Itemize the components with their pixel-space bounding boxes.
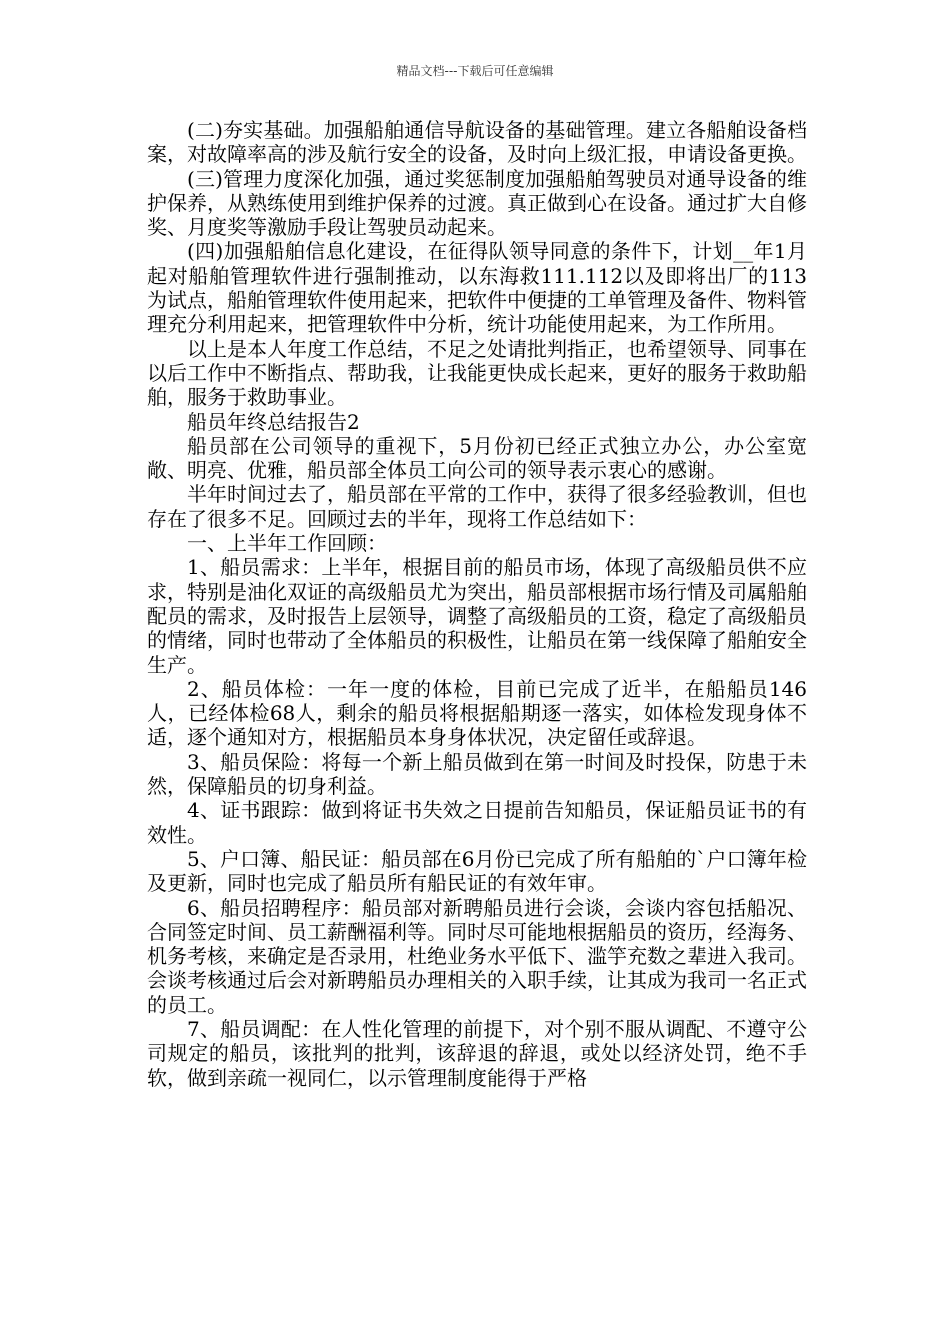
section-heading: 船员年终总结报告2	[187, 409, 360, 434]
paragraph: 6、船员招聘程序：船员部对新聘船员进行会谈，会谈内容包括船况、合同签定时间、员工薪酬福利等。同时尽可能地根据船员的资历，经海务、机务考核，来确定是否录用，杜绝业务水平低下、滥竽充数之辈进入我司。会谈考核通过后会对新聘船员办理相关的入职手续，让其成为我司一名正式的员工。	[147, 895, 807, 1017]
paragraph: (四)加强船舶信息化建设，在征得队领导同意的条件下，计划__年1月起对船舶管理软件进行强制推动，以东海救111.112以及即将出厂的113为试点，船舶管理软件使用起来，把软件中便捷的工单管理及备件、物料管理充分利用起来，把管理软件中分析，统计功能使用起来，为工作所用。	[147, 239, 807, 337]
subsection-heading: 一、上半年工作回顾：	[187, 531, 387, 556]
document-body	[147, 118, 807, 1090]
paragraph: 4、证书跟踪：做到将证书失效之日提前告知船员，保证船员证书的有效性。	[147, 798, 807, 847]
paragraph: 船员部在公司领导的重视下，5月份初已经正式独立办公，办公室宽敞、明亮、优雅，船员部全体员工向公司的领导表示衷心的感谢。	[147, 433, 807, 483]
page-header: 精品文档---下载后可任意编辑	[396, 64, 554, 78]
paragraph: (三)管理力度深化加强，通过奖惩制度加强船舶驾驶员对通导设备的维护保养，从熟练使用到维护保养的过渡。真正做到心在设备。通过扩大自修奖、月度奖等激励手段让驾驶员动起来。	[147, 166, 807, 240]
paragraph: 2、船员体检：一年一度的体检，目前已完成了近半，在船船员146人，已经体检68人，剩余的船员将根据船期逐一落实，如体检发现身体不适，逐个通知对方，根据船员本身身体状况，决定留任或辞退。	[147, 676, 807, 750]
paragraph: 以上是本人年度工作总结，不足之处请批判指正，也希望领导、同事在以后工作中不断指点、帮助我，让我能更快成长起来，更好的服务于救助船舶，服务于救助事业。	[147, 336, 807, 410]
paragraph: 1、船员需求：上半年，根据目前的船员市场，体现了高级船员供不应求，特别是油化双证的高级船员尤为突出，船员部根据市场行情及司属船舶配员的需求，及时报告上层领导，调整了高级船员的工资，稳定了高级船员的情绪，同时也带动了全体船员的积极性，让船员在第一线保障了船舶安全生产。	[147, 555, 807, 677]
paragraph: 5、户口簿、船民证：船员部在6月份已完成了所有船舶的`户口簿年检及更新，同时也完成了船员所有船民证的有效年审。	[147, 846, 807, 896]
paragraph: 3、船员保险：将每一个新上船员做到在第一时间及时投保，防患于未然，保障船员的切身利益。	[147, 749, 807, 799]
paragraph: 7、船员调配：在人性化管理的前提下，对个别不服从调配、不遵守公司规定的船员，该批判的批判，该辞退的辞退，或处以经济处罚，绝不手软，做到亲疏一视同仁，以示管理制度能得于严格	[147, 1016, 807, 1090]
paragraph: (二)夯实基础。加强船舶通信导航设备的基础管理。建立各船舶设备档案，对故障率高的涉及航行安全的设备，及时向上级汇报，申请设备更换。	[147, 118, 807, 167]
paragraph: 半年时间过去了，船员部在平常的工作中，获得了很多经验教训，但也存在了很多不足。回顾过去的半年，现将工作总结如下：	[147, 482, 807, 531]
